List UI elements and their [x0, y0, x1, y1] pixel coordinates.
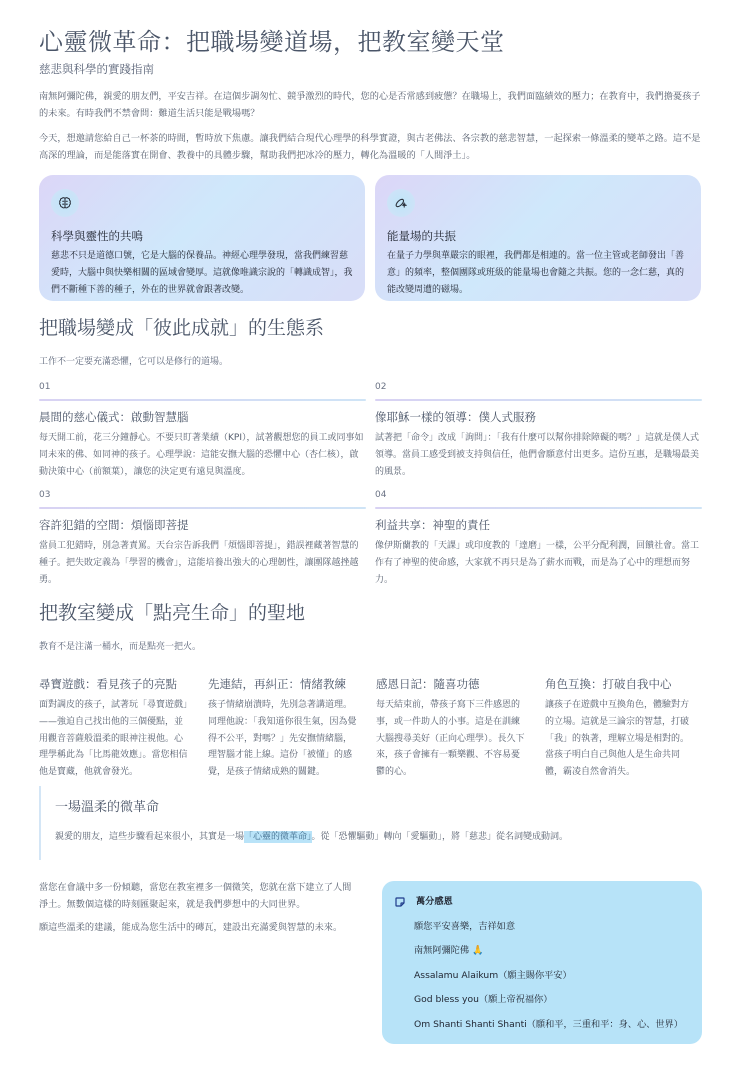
- workplace-lead: 工作不一定要充滿恐懼，它可以是修行的道場。: [39, 357, 229, 367]
- blessing-item: Om Shanti Shanti Shanti（願和平，三重和平：身、心、世界）: [414, 1018, 683, 1030]
- intro-paragraph-1: 南無阿彌陀佛，親愛的朋友們，平安吉祥。在這個步調匆忙、競爭激烈的時代，您的心是否常感到疲憊？在職場上，我們面臨績效的壓力；在教育中，我們擔憂孩子的未來。有時我們不禁會問：難道生活只能是戰場嗎？: [39, 91, 701, 119]
- revolution-body-after: 。從「恐懼驅動」轉向「愛驅動」，將「慈悲」從名詞變成動詞。: [311, 832, 569, 842]
- blessing-item: God bless you（願上帝祝福你）: [414, 994, 553, 1005]
- revolution-title: 一場溫柔的微革命: [55, 800, 160, 815]
- step-number: 01: [39, 382, 51, 392]
- step-title: 晨間的慈心儀式：啟動智慧腦: [39, 410, 189, 424]
- step-number: 03: [39, 490, 51, 500]
- page-subtitle: 慈悲與科學的實踐指南: [39, 62, 154, 76]
- classroom-item-body: 孩子情緒崩潰時，先別急著講道理。同理他說：「我知道你很生氣，因為覺得不公平，對嗎？」先安撫情緒腦，理智腦才能上線。這份「被懂」的感覺，是孩子情緒成熟的關鍵。: [208, 700, 357, 778]
- classroom-item: [39, 676, 189, 781]
- card-body: 在量子力學與華嚴宗的眼裡，我們都是相連的。當一位主管或老師發出「善意」的頻率，整個團隊或班級的能量場也會隨之共振。您的一念仁慈，真的能改變周遭的磁場。: [387, 251, 685, 295]
- classroom-item-body: 面對調皮的孩子，試著玩「尋寶遊戲」——強迫自己找出他的三個優點，並用觀音菩薩般溫柔的眼神注視他。心理學稱此為「比馬龍效應」。當您相信他是寶藏，他就會發光。: [39, 700, 188, 778]
- step-divider: [375, 507, 702, 509]
- classroom-item-title: 先連結，再糾正：情緒教練: [208, 677, 346, 691]
- step-divider: [39, 507, 366, 509]
- classroom-item-body: 每天結束前，帶孩子寫下三件感恩的事，或一件助人的小事。這是在訓練大腦搜尋美好（正向心理學）。長久下來，孩子會擁有一顆樂觀、不容易憂鬱的心。: [376, 700, 525, 778]
- workplace-step: [39, 381, 366, 480]
- classroom-item: [545, 676, 695, 781]
- card-title: 能量場的共振: [387, 229, 456, 243]
- intro-paragraph-2: 今天，想邀請您給自己一杯茶的時間，暫時放下焦慮。讓我們結合現代心理學的科學實證，與古老佛法、各宗教的慈悲智慧，一起探索一條溫柔的變革之路。這不是高深的理論，而是能落實在開會、教養中的具體步驟，幫助我們把冰冷的壓力，轉化為溫暖的「人間淨土」。: [39, 133, 701, 161]
- classroom-item-title: 感恩日記：隨喜功德: [376, 677, 480, 691]
- revolution-body-before: 親愛的朋友，這些步驟看起來很小，其實是一場: [55, 832, 245, 842]
- card-energy-field: [375, 175, 701, 301]
- atom-magic-icon: [387, 189, 415, 217]
- revolution-quote: [39, 786, 701, 860]
- step-number: 02: [375, 382, 387, 392]
- classroom-item-title: 角色互換：打破自我中心: [545, 677, 672, 691]
- step-number: 04: [375, 490, 387, 500]
- step-body: 像伊斯蘭教的「天課」或印度教的「達磨」一樣，公平分配利潤，回饋社會。當工作有了神聖的使命感，大家就不再只是為了薪水而戰，而是為了心中的理想而努力。: [375, 541, 700, 585]
- card-science-spirituality: [39, 175, 365, 301]
- workplace-step: [375, 381, 702, 480]
- step-divider: [39, 399, 366, 401]
- classroom-item: [208, 676, 358, 781]
- step-title: 容許犯錯的空間：煩惱即菩提: [39, 518, 189, 532]
- classroom-item-body: 讓孩子在遊戲中互換角色，體驗對方的立場。這就是三論宗的智慧，打破「我」的執著，理解立場是相對的。當孩子明白自己與他人是生命共同體，霸凌自然會消失。: [545, 700, 690, 778]
- workplace-step: [39, 489, 366, 588]
- workplace-step: [375, 489, 702, 588]
- brain-icon: [51, 189, 79, 217]
- card-body: 慈悲不只是道德口號，它是大腦的保養品。神經心理學發現，當我們練習慈愛時，大腦中與快樂相關的區域會變厚。這就像唯識宗說的「轉識成智」，我們不斷種下善的種子，外在的世界就會跟著改變。: [51, 251, 353, 295]
- blessings-title: 萬分感恩: [416, 896, 453, 907]
- classroom-heading: 把教室變成「點亮生命」的聖地: [39, 602, 306, 624]
- revolution-body: [55, 830, 701, 844]
- blessings-box: [382, 881, 702, 1044]
- closing-paragraph-2: 願這些溫柔的建議，能成為您生活中的磚瓦，建設出充滿愛與智慧的未來。: [39, 922, 343, 933]
- step-title: 利益共享：神聖的責任: [375, 518, 490, 532]
- revolution-highlight: 「心靈的微革命」: [244, 832, 312, 842]
- sticky-note-icon: [394, 896, 406, 908]
- step-title: 像耶穌一樣的領導：僕人式服務: [375, 410, 536, 424]
- step-divider: [375, 399, 702, 401]
- step-body: 當員工犯錯時，別急著責罵。天台宗告訴我們「煩惱即菩提」，錯誤裡藏著智慧的種子。把失敗定義為「學習的機會」，這能培養出強大的心理韌性，讓團隊越挫越勇。: [39, 541, 359, 585]
- classroom-item: [376, 676, 526, 781]
- blessings-header: [394, 895, 690, 909]
- blessing-item: 南無阿彌陀佛 🙏: [414, 945, 484, 956]
- step-body: 試著把「命令」改成「詢問」：「我有什麼可以幫你排除障礙的嗎？」這就是僕人式領導。當員工感受到被支持與信任，他們會願意付出更多。這份互惠，是職場最美的風景。: [375, 433, 700, 477]
- classroom-lead: 教育不是注滿一桶水，而是點亮一把火。: [39, 642, 202, 652]
- card-title: 科學與靈性的共鳴: [51, 229, 143, 243]
- step-body: 每天開工前，花三分鐘靜心。不要只盯著業績（KPI），試著觀想您的員工或同事如同未來的佛、如同神的孩子。心理學說：這能安撫大腦的恐懼中心（杏仁核），啟動決策中心（前額葉），讓您的決定更有遠見與溫度。: [39, 433, 364, 477]
- closing-paragraph-1: 當您在會議中多一份傾聽，當您在教室裡多一個微笑，您就在當下建立了人間淨土。無數個這樣的時刻匯聚起來，就是我們夢想中的大同世界。: [39, 882, 352, 910]
- classroom-item-title: 尋寶遊戲：看見孩子的亮點: [39, 677, 177, 691]
- workplace-heading: 把職場變成「彼此成就」的生態系: [39, 317, 325, 339]
- blessing-item: Assalamu Alaikum（願主賜你平安）: [414, 969, 572, 981]
- page-title: 心靈微革命：把職場變道場，把教室變天堂: [39, 28, 505, 56]
- blessing-item: 願您平安喜樂，吉祥如意: [414, 920, 516, 932]
